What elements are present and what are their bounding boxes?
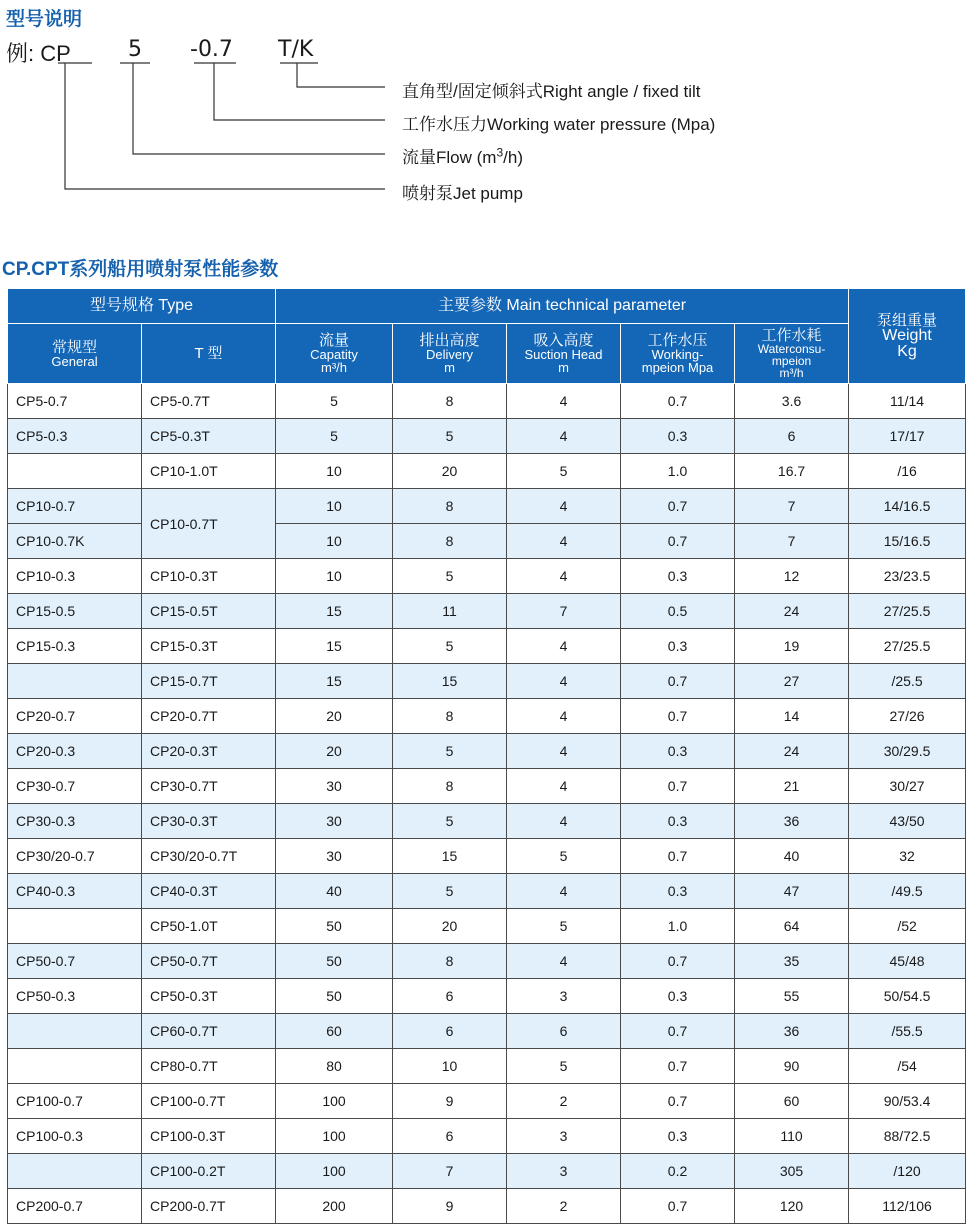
cell-consumption: 35 — [735, 944, 849, 979]
cell-delivery: 8 — [393, 769, 507, 804]
table-row — [8, 979, 966, 1014]
cell-t-model: CP30/20-0.7T — [142, 839, 276, 874]
cell-weight: 17/17 — [849, 419, 966, 454]
table-row — [8, 629, 966, 664]
header-flow: 流量 Capatity m³/h — [276, 324, 393, 384]
cell-delivery: 6 — [393, 1014, 507, 1049]
cell-pressure: 0.7 — [621, 1014, 735, 1049]
cell-suction: 4 — [507, 804, 621, 839]
cell-flow: 50 — [276, 979, 393, 1014]
cell-general-model: CP20-0.7 — [8, 699, 142, 734]
cell-suction: 4 — [507, 769, 621, 804]
cell-consumption: 24 — [735, 594, 849, 629]
cell-delivery: 5 — [393, 559, 507, 594]
leader-pressure — [214, 63, 385, 120]
cell-delivery: 15 — [393, 839, 507, 874]
cell-flow: 30 — [276, 804, 393, 839]
model-explanation-heading: 型号说明 — [6, 9, 83, 30]
cell-weight: /16 — [849, 454, 966, 489]
header-general: 常规型 General — [8, 324, 142, 384]
cell-suction: 5 — [507, 1049, 621, 1084]
cell-delivery: 6 — [393, 979, 507, 1014]
cell-suction: 4 — [507, 874, 621, 909]
cell-t-model: CP10-0.7T — [142, 489, 276, 559]
cell-flow: 30 — [276, 769, 393, 804]
cell-suction: 4 — [507, 629, 621, 664]
header-suction: 吸入高度 Suction Head m — [507, 324, 621, 384]
cell-delivery: 11 — [393, 594, 507, 629]
example-prefix: 例: CP — [6, 41, 71, 66]
cell-weight: /25.5 — [849, 664, 966, 699]
header-delivery: 排出高度 Delivery m — [393, 324, 507, 384]
cell-weight: 27/25.5 — [849, 594, 966, 629]
cell-pressure: 0.3 — [621, 559, 735, 594]
cell-weight: /52 — [849, 909, 966, 944]
leader-flow — [133, 63, 385, 154]
cell-weight: /49.5 — [849, 874, 966, 909]
table-row — [8, 699, 966, 734]
cell-general-model: CP10-0.7K — [8, 524, 142, 559]
cell-delivery: 9 — [393, 1084, 507, 1119]
cell-t-model: CP5-0.3T — [142, 419, 276, 454]
cell-weight: 45/48 — [849, 944, 966, 979]
cell-t-model: CP50-0.7T — [142, 944, 276, 979]
cell-weight: /54 — [849, 1049, 966, 1084]
cell-consumption: 120 — [735, 1189, 849, 1224]
cell-flow: 15 — [276, 629, 393, 664]
cell-pressure: 0.7 — [621, 664, 735, 699]
cell-delivery: 20 — [393, 454, 507, 489]
cell-suction: 4 — [507, 699, 621, 734]
cell-delivery: 8 — [393, 489, 507, 524]
cell-consumption: 27 — [735, 664, 849, 699]
cell-consumption: 55 — [735, 979, 849, 1014]
cell-pressure: 0.7 — [621, 489, 735, 524]
cell-suction: 3 — [507, 979, 621, 1014]
cell-t-model: CP100-0.2T — [142, 1154, 276, 1189]
cell-suction: 2 — [507, 1084, 621, 1119]
example-flow-code: 5 — [128, 37, 142, 62]
cell-flow: 100 — [276, 1119, 393, 1154]
cell-t-model: CP10-1.0T — [142, 454, 276, 489]
cell-flow: 80 — [276, 1049, 393, 1084]
cell-t-model: CP15-0.3T — [142, 629, 276, 664]
cell-flow: 10 — [276, 524, 393, 559]
cell-t-model: CP10-0.3T — [142, 559, 276, 594]
cell-suction: 3 — [507, 1154, 621, 1189]
cell-delivery: 5 — [393, 804, 507, 839]
cell-general-model: CP40-0.3 — [8, 874, 142, 909]
cell-flow: 100 — [276, 1084, 393, 1119]
table-row — [8, 1049, 966, 1084]
cell-delivery: 5 — [393, 874, 507, 909]
cell-flow: 20 — [276, 699, 393, 734]
table-row — [8, 874, 966, 909]
cell-delivery: 8 — [393, 699, 507, 734]
cell-suction: 5 — [507, 839, 621, 874]
cell-pressure: 0.7 — [621, 384, 735, 419]
cell-pressure: 0.7 — [621, 699, 735, 734]
cell-general-model: CP5-0.3 — [8, 419, 142, 454]
table-row — [8, 384, 966, 419]
cell-suction: 5 — [507, 454, 621, 489]
header-t-type: T 型 — [142, 324, 276, 384]
cell-pressure: 0.3 — [621, 979, 735, 1014]
cell-suction: 5 — [507, 909, 621, 944]
table-row — [8, 664, 966, 699]
cell-pressure: 1.0 — [621, 454, 735, 489]
cell-delivery: 20 — [393, 909, 507, 944]
example-pressure-code: -0.7 — [190, 37, 233, 62]
cell-weight: 27/26 — [849, 699, 966, 734]
cell-weight: 112/106 — [849, 1189, 966, 1224]
cell-weight: /120 — [849, 1154, 966, 1189]
cell-consumption: 7 — [735, 489, 849, 524]
cell-t-model: CP15-0.7T — [142, 664, 276, 699]
cell-t-model: CP30-0.7T — [142, 769, 276, 804]
cell-general-model: CP10-0.7 — [8, 489, 142, 524]
cell-general-model: CP15-0.3 — [8, 629, 142, 664]
cell-t-model: CP30-0.3T — [142, 804, 276, 839]
cell-consumption: 60 — [735, 1084, 849, 1119]
cell-t-model: CP20-0.3T — [142, 734, 276, 769]
cell-pressure: 0.7 — [621, 839, 735, 874]
table-row — [8, 1119, 966, 1154]
legend-type: 直角型/固定倾斜式Right angle / fixed tilt — [402, 82, 701, 101]
cell-t-model: CP60-0.7T — [142, 1014, 276, 1049]
example-type-code: T/K — [278, 37, 314, 62]
cell-weight: 30/29.5 — [849, 734, 966, 769]
legend-pressure: 工作水压力Working water pressure (Mpa) — [402, 115, 716, 134]
cell-flow: 60 — [276, 1014, 393, 1049]
table-row — [8, 1189, 966, 1224]
cell-pressure: 0.7 — [621, 1084, 735, 1119]
cell-flow: 10 — [276, 454, 393, 489]
cell-weight: 43/50 — [849, 804, 966, 839]
cell-weight: 15/16.5 — [849, 524, 966, 559]
header-pressure: 工作水压 Working- mpeion Mpa — [621, 324, 735, 384]
cell-t-model: CP100-0.3T — [142, 1119, 276, 1154]
cell-t-model: CP20-0.7T — [142, 699, 276, 734]
cell-consumption: 14 — [735, 699, 849, 734]
cell-consumption: 21 — [735, 769, 849, 804]
cell-flow: 15 — [276, 664, 393, 699]
cell-weight: 30/27 — [849, 769, 966, 804]
cell-t-model: CP40-0.3T — [142, 874, 276, 909]
cell-t-model: CP15-0.5T — [142, 594, 276, 629]
cell-flow: 200 — [276, 1189, 393, 1224]
cell-consumption: 36 — [735, 804, 849, 839]
cell-consumption: 12 — [735, 559, 849, 594]
cell-delivery: 10 — [393, 1049, 507, 1084]
table-row — [8, 1154, 966, 1189]
cell-delivery: 6 — [393, 1119, 507, 1154]
cell-t-model: CP5-0.7T — [142, 384, 276, 419]
cell-consumption: 19 — [735, 629, 849, 664]
table-row — [8, 769, 966, 804]
cell-weight: 32 — [849, 839, 966, 874]
cell-consumption: 110 — [735, 1119, 849, 1154]
cell-suction: 2 — [507, 1189, 621, 1224]
cell-weight: 14/16.5 — [849, 489, 966, 524]
cell-pressure: 0.7 — [621, 769, 735, 804]
cell-pressure: 0.7 — [621, 944, 735, 979]
cell-flow: 20 — [276, 734, 393, 769]
cell-pressure: 0.3 — [621, 419, 735, 454]
cell-general-model: CP100-0.3 — [8, 1119, 142, 1154]
cell-weight: /55.5 — [849, 1014, 966, 1049]
cell-flow: 5 — [276, 384, 393, 419]
cell-flow: 5 — [276, 419, 393, 454]
cell-general-model: CP20-0.3 — [8, 734, 142, 769]
header-weight: 泵组重量 Weight Kg — [849, 289, 966, 384]
cell-pressure: 0.3 — [621, 734, 735, 769]
cell-general-model — [8, 1154, 142, 1189]
cell-general-model: CP30/20-0.7 — [8, 839, 142, 874]
header-type: 型号规格 Type — [8, 289, 276, 324]
cell-consumption: 47 — [735, 874, 849, 909]
cell-flow: 50 — [276, 909, 393, 944]
cell-suction: 4 — [507, 944, 621, 979]
table-row — [8, 734, 966, 769]
cell-general-model — [8, 909, 142, 944]
cell-suction: 4 — [507, 664, 621, 699]
header-main-parameter: 主要参数 Main technical parameter — [276, 289, 849, 324]
cell-flow: 100 — [276, 1154, 393, 1189]
cell-delivery: 7 — [393, 1154, 507, 1189]
cell-flow: 10 — [276, 489, 393, 524]
cell-pressure: 0.7 — [621, 1049, 735, 1084]
cell-delivery: 8 — [393, 384, 507, 419]
cell-general-model: CP50-0.3 — [8, 979, 142, 1014]
cell-delivery: 5 — [393, 629, 507, 664]
legend-jet-pump: 喷射泵Jet pump — [402, 184, 523, 203]
cell-weight: 88/72.5 — [849, 1119, 966, 1154]
table-row — [8, 944, 966, 979]
cell-general-model: CP200-0.7 — [8, 1189, 142, 1224]
cell-weight: 50/54.5 — [849, 979, 966, 1014]
performance-table — [7, 288, 966, 1224]
cell-general-model: CP50-0.7 — [8, 944, 142, 979]
cell-consumption: 16.7 — [735, 454, 849, 489]
cell-pressure: 0.3 — [621, 1119, 735, 1154]
cell-flow: 10 — [276, 559, 393, 594]
cell-consumption: 7 — [735, 524, 849, 559]
cell-weight: 27/25.5 — [849, 629, 966, 664]
table-row — [8, 804, 966, 839]
cell-general-model: CP5-0.7 — [8, 384, 142, 419]
cell-weight: 23/23.5 — [849, 559, 966, 594]
cell-consumption: 3.6 — [735, 384, 849, 419]
cell-general-model: CP30-0.3 — [8, 804, 142, 839]
cell-t-model: CP50-1.0T — [142, 909, 276, 944]
cell-suction: 4 — [507, 524, 621, 559]
leader-prefix — [65, 63, 385, 189]
cell-suction: 4 — [507, 734, 621, 769]
table-heading: CP.CPT系列船用喷射泵性能参数 — [2, 259, 279, 280]
cell-pressure: 0.7 — [621, 1189, 735, 1224]
cell-delivery: 9 — [393, 1189, 507, 1224]
cell-t-model: CP50-0.3T — [142, 979, 276, 1014]
cell-delivery: 8 — [393, 944, 507, 979]
table-row — [8, 1084, 966, 1119]
cell-t-model: CP200-0.7T — [142, 1189, 276, 1224]
cell-t-model: CP80-0.7T — [142, 1049, 276, 1084]
cell-general-model: CP10-0.3 — [8, 559, 142, 594]
cell-suction: 4 — [507, 384, 621, 419]
cell-consumption: 24 — [735, 734, 849, 769]
cell-delivery: 5 — [393, 419, 507, 454]
cell-pressure: 0.3 — [621, 874, 735, 909]
cell-t-model: CP100-0.7T — [142, 1084, 276, 1119]
cell-general-model: CP15-0.5 — [8, 594, 142, 629]
cell-general-model: CP100-0.7 — [8, 1084, 142, 1119]
cell-pressure: 0.3 — [621, 629, 735, 664]
table-row — [8, 909, 966, 944]
cell-general-model — [8, 1049, 142, 1084]
cell-weight: 90/53.4 — [849, 1084, 966, 1119]
cell-suction: 3 — [507, 1119, 621, 1154]
cell-flow: 50 — [276, 944, 393, 979]
cell-suction: 4 — [507, 489, 621, 524]
cell-delivery: 8 — [393, 524, 507, 559]
cell-consumption: 305 — [735, 1154, 849, 1189]
cell-consumption: 90 — [735, 1049, 849, 1084]
cell-pressure: 0.3 — [621, 804, 735, 839]
cell-pressure: 0.2 — [621, 1154, 735, 1189]
cell-general-model: CP30-0.7 — [8, 769, 142, 804]
table-row — [8, 489, 966, 524]
table-row — [8, 594, 966, 629]
cell-consumption: 36 — [735, 1014, 849, 1049]
cell-flow: 30 — [276, 839, 393, 874]
cell-weight: 11/14 — [849, 384, 966, 419]
cell-pressure: 1.0 — [621, 909, 735, 944]
table-row — [8, 1014, 966, 1049]
table-row — [8, 454, 966, 489]
cell-consumption: 64 — [735, 909, 849, 944]
cell-general-model — [8, 454, 142, 489]
table-row — [8, 559, 966, 594]
cell-pressure: 0.5 — [621, 594, 735, 629]
cell-consumption: 40 — [735, 839, 849, 874]
cell-suction: 7 — [507, 594, 621, 629]
cell-flow: 40 — [276, 874, 393, 909]
cell-suction: 6 — [507, 1014, 621, 1049]
cell-delivery: 15 — [393, 664, 507, 699]
cell-flow: 15 — [276, 594, 393, 629]
cell-consumption: 6 — [735, 419, 849, 454]
cell-general-model — [8, 664, 142, 699]
header-consumption: 工作水耗 Waterconsu- mpeion m³/h — [735, 324, 849, 384]
cell-suction: 4 — [507, 559, 621, 594]
cell-pressure: 0.7 — [621, 524, 735, 559]
cell-delivery: 5 — [393, 734, 507, 769]
table-row — [8, 419, 966, 454]
cell-general-model — [8, 1014, 142, 1049]
legend-flow: 流量Flow $(m^3/h)$ — [402, 145, 523, 167]
cell-suction: 4 — [507, 419, 621, 454]
table-row — [8, 839, 966, 874]
leader-type — [297, 63, 385, 87]
